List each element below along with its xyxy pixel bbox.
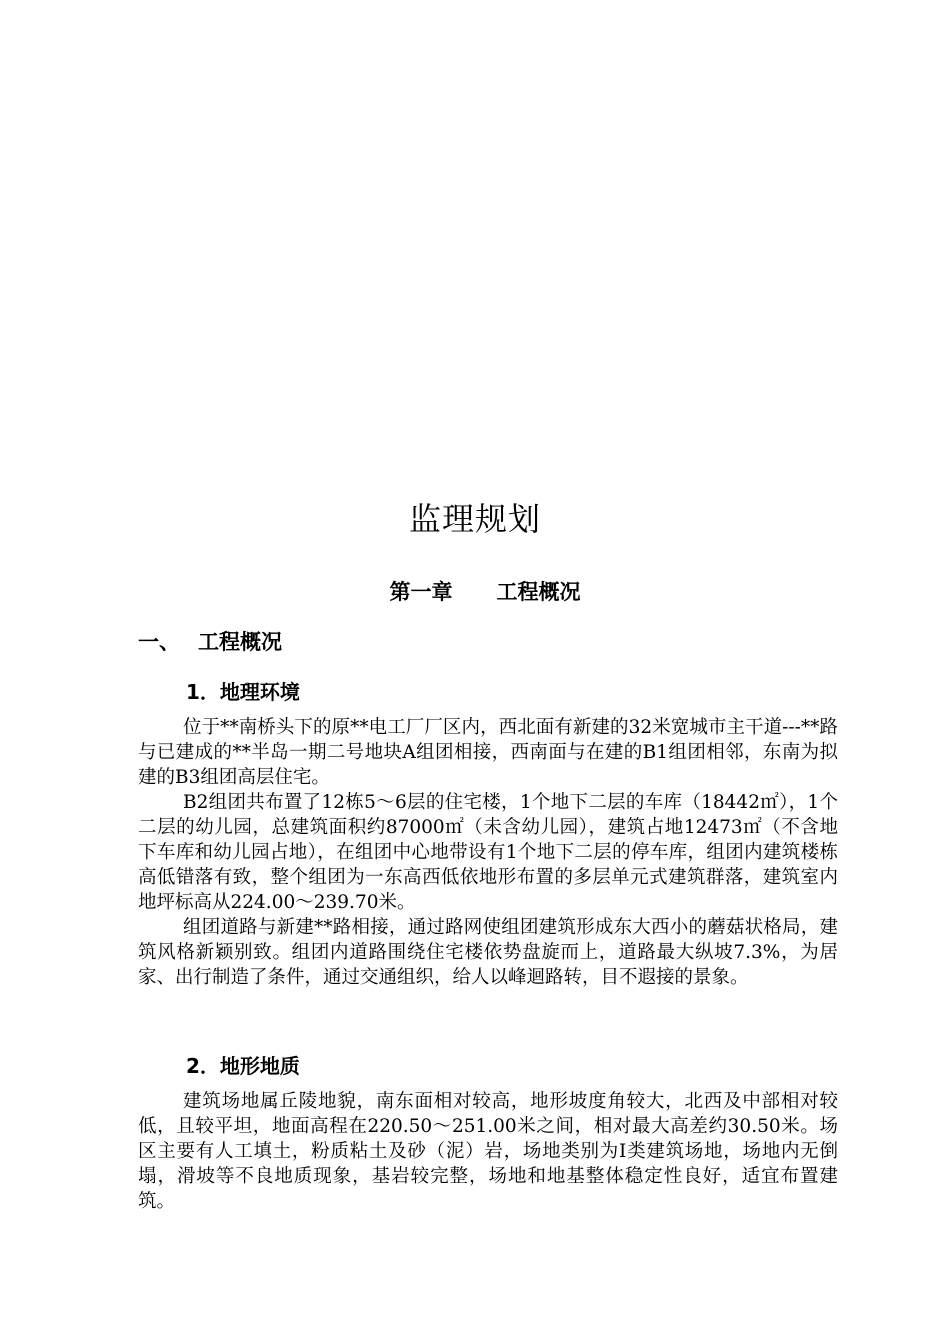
paragraph: 位于**南桥头下的原**电工厂厂区内，西北面有新建的32米宽城市主干道---**路与已建成的**半岛一期二号地块A组团相接，西南面与在建的B1组团相邻，东南为拟建的B3组团高层住宅。 — [138, 717, 838, 788]
subsection-heading-terrain: 2．地形地质 — [186, 1054, 300, 1078]
document-title: 监理规划 — [408, 500, 541, 538]
subsection-heading-geography: 1．地理环境 — [186, 680, 300, 704]
section-name: 工程概况 — [198, 630, 282, 654]
chapter-name: 工程概况 — [496, 580, 581, 604]
subsection-body-terrain — [138, 1089, 838, 1214]
chapter-number: 第一章 — [389, 580, 453, 604]
paragraph: 组团道路与新建**路相接，通过路网使组团建筑形成东大西小的蘑菇状格局，建筑风格新颖别致。组团内道路围绕住宅楼依势盘旋而上，道路最大纵坡7.3%，为居家、出行制造了条件，通过交通组织，给人以峰迴路转，目不遐接的景象。 — [138, 917, 838, 988]
subsection-body-geography — [138, 715, 838, 990]
chapter-heading — [0, 575, 950, 609]
section-number: 一、 — [138, 630, 180, 654]
paragraph: 建筑场地属丘陵地貌，南东面相对较高，地形坡度角较大，北西及中部相对较低，且较平坦，地面高程在220.50～251.00米之间，相对最大高差约30.50米。场区主要有人工填土，粉质粘土及砂（泥）岩，场地类别为Ⅰ类建筑场地，场地内无倒塌，滑坡等不良地质现象，基岩较完整，场地和地基整体稳定性良好，适宜布置建筑。 — [138, 1091, 838, 1212]
paragraph: B2组团共布置了12栋5～6层的住宅楼，1个地下二层的车库（18442㎡），1个二层的幼儿园，总建筑面积约87000㎡（未含幼儿园），建筑占地12473㎡（不含地下车库和幼儿园占地），在组团中心地带设有1个地下二层的停车库，组团内建筑楼栋高低错落有致，整个组团为一东高西低依地形布置的多层单元式建筑群落，建筑室内地坪标高从224.00～239.70米。 — [138, 792, 838, 913]
section-heading — [138, 625, 282, 659]
